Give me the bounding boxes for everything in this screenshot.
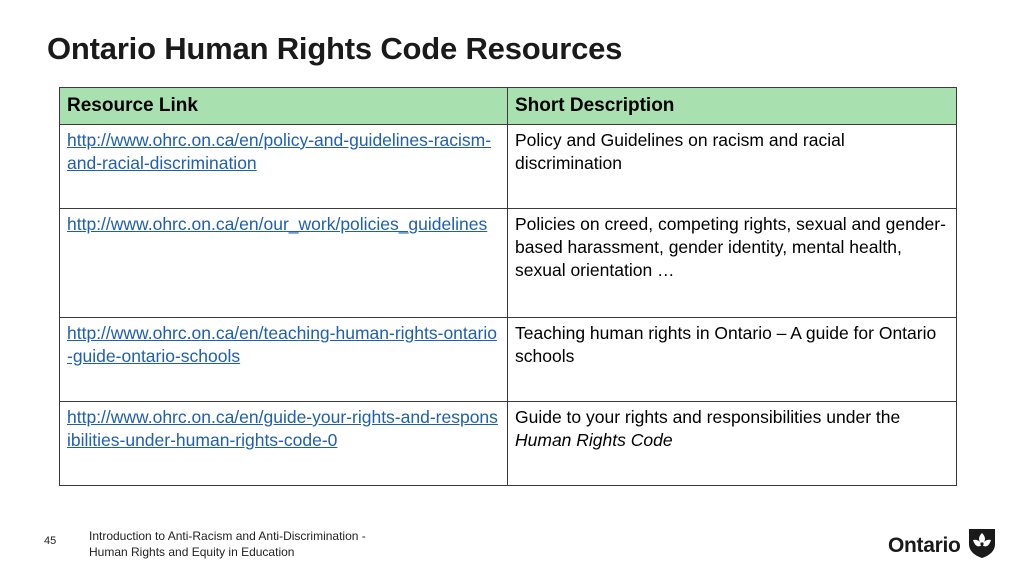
table-row: [60, 402, 957, 486]
resource-link[interactable]: http://www.ohrc.on.ca/en/policy-and-guidelines-racism-and-racial-discrimination: [67, 130, 492, 173]
table-row: [60, 318, 957, 402]
logo-text: Ontario: [888, 533, 961, 557]
description-cell: [508, 209, 957, 318]
resource-link-cell: [60, 209, 508, 318]
description-cell: [508, 402, 957, 486]
footer-text: [89, 528, 366, 560]
table-row: [60, 209, 957, 318]
footer-line-2: Human Rights and Equity in Education: [89, 545, 295, 559]
page-title: Ontario Human Rights Code Resources: [47, 31, 623, 66]
description-text: Policies on creed, competing rights, sexual and gender-based harassment, gender identity, mental health, sexual orientation …: [515, 214, 946, 280]
resource-link[interactable]: http://www.ohrc.on.ca/en/teaching-human-rights-ontario-guide-ontario-schools: [67, 323, 497, 366]
resource-link[interactable]: http://www.ohrc.on.ca/en/guide-your-rights-and-responsibilities-under-human-rights-code-0: [67, 407, 498, 450]
ontario-logo: [888, 527, 997, 564]
column-header-short-description: Short Description: [508, 88, 957, 125]
resource-link[interactable]: http://www.ohrc.on.ca/en/our_work/policies_guidelines: [67, 214, 488, 234]
table-header-row: [60, 88, 957, 125]
description-text: Teaching human rights in Ontario – A guide for Ontario schools: [515, 323, 937, 366]
page-number: 45: [44, 535, 57, 547]
resource-link-cell: [60, 318, 508, 402]
table-row: [60, 125, 957, 209]
description-text: Guide to your rights and responsibilities under the: [515, 407, 901, 427]
resource-link-cell: [60, 402, 508, 486]
description-emphasis: Human Rights Code: [515, 430, 673, 450]
trillium-icon: [967, 527, 997, 564]
description-cell: [508, 125, 957, 209]
resource-link-cell: [60, 125, 508, 209]
footer-line-1: Introduction to Anti-Racism and Anti-Discrimination -: [89, 529, 366, 543]
description-text: Policy and Guidelines on racism and racial discrimination: [515, 130, 845, 173]
column-header-resource-link: Resource Link: [60, 88, 508, 125]
resources-table: [59, 87, 957, 486]
description-cell: [508, 318, 957, 402]
